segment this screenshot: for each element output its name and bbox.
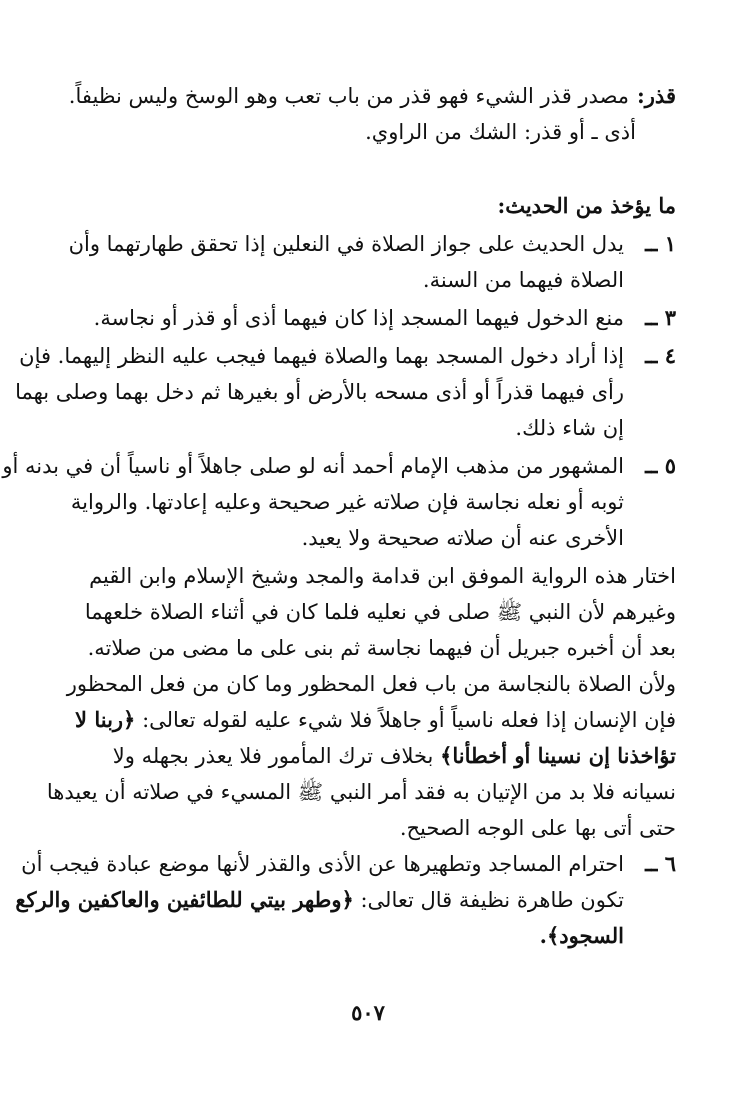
definition-text: مصدر قذر الشيء فهو قذر من باب تعب وهو الوسخ وليس نظيفاً. [68,84,630,108]
paragraph-line: ولأن الصلاة بالنجاسة من باب فعل المحظور وما كان من فعل المحظور [66,672,676,696]
paragraph-line: نسيانه فلا بد من الإتيان به فقد أمر النبي ﷺ المسيء في صلاته أن يعيدها [46,780,676,804]
item-line: ثوبه أو نعله نجاسة فإن صلاته غير صحيحة وعليه إعادتها. والرواية [70,490,624,514]
paragraph-text: فإن الإنسان إذا فعله ناسياً أو جاهلاً فلا شيء عليه لقوله تعالى: [142,708,676,732]
list-item-4 [15,338,676,446]
section-heading: ما يؤخذ من الحديث: [497,193,676,218]
item-number: ٤ ــ [645,343,676,368]
definition-qadhar [56,78,676,150]
item-number: ٦ ــ [645,851,676,876]
item-number: ١ ــ [645,231,676,256]
paragraph-line [56,738,676,774]
definition-line-2: أذى ـ أو قذر: الشك من الراوي. [365,120,636,144]
item-body [56,226,624,298]
definition-line-1 [56,78,676,114]
item-body [15,338,624,446]
paragraph-line [56,702,676,738]
paragraph-line: اختار هذه الرواية الموفق ابن قدامة والمجد وشيخ الإسلام وابن القيم [89,564,676,588]
definition-term: قذر: [637,83,676,108]
paragraph-ikhtiyar [56,558,676,666]
item-line: الصلاة فيهما من السنة. [422,268,624,292]
list-item-3 [56,300,676,336]
item-line: احترام المساجد وتطهيرها عن الأذى والقذر لأنها موضع عبادة فيجب أن [21,852,624,876]
item-line [15,882,624,918]
paragraph-line: حتى أتى بها على الوجه الصحيح. [399,816,676,840]
item-line: رأى فيهما قذراً أو أذى مسحه بالأرض أو بغيرها ثم دخل بهما وصلى بهما [15,380,624,404]
item-line: منع الدخول فيهما المسجد إذا كان فيهما أذى أو قذر أو نجاسة. [93,306,624,330]
paragraph-line: بعد أن أخبره جبريل أن فيهما نجاسة ثم بنى على ما مضى من صلاته. [87,636,676,660]
document-page [2,78,676,956]
quran-quote: تؤاخذنا إن نسينا أو أخطأنا﴾ [440,743,676,768]
paragraph-line: وغيرهم لأن النبي ﷺ صلى في نعليه فلما كان في أثناء الصلاة خلعهما [84,600,676,624]
page-number: ٥٠٧ [351,1000,385,1025]
list-item-6 [15,846,676,954]
item-line: يدل الحديث على جواز الصلاة في النعلين إذا تحقق طهارتهما وأن [68,232,624,256]
item-text: تكون طاهرة نظيفة قال تعالى: [360,888,624,912]
item-body [56,300,624,336]
paragraph-najasa [46,666,676,846]
quran-quote: السجود﴾. [539,923,624,948]
item-line: المشهور من مذهب الإمام أحمد أنه لو صلى جاهلاً أو ناسياً أن في بدنه أو [2,454,624,478]
quran-quote: ﴿ربنا لا [75,707,136,732]
paragraph-text: بخلاف ترك المأمور فلا يعذر بجهله ولا [112,744,434,768]
list-item-5 [2,448,676,556]
item-line: إذا أراد دخول المسجد بهما والصلاة فيهما فيجب عليه النظر إليهما. فإن [19,344,624,368]
item-number: ٥ ــ [645,453,676,478]
item-number: ٣ ــ [645,305,676,330]
item-line: إن شاء ذلك. [515,416,624,440]
quran-quote: ﴿وطهر بيتي للطائفين والعاكفين والركع [15,887,354,912]
item-body [15,846,624,954]
list-item-1 [56,226,676,298]
item-line: الأخرى عنه أن صلاته صحيحة ولا يعيد. [301,526,624,550]
item-body [2,448,624,556]
